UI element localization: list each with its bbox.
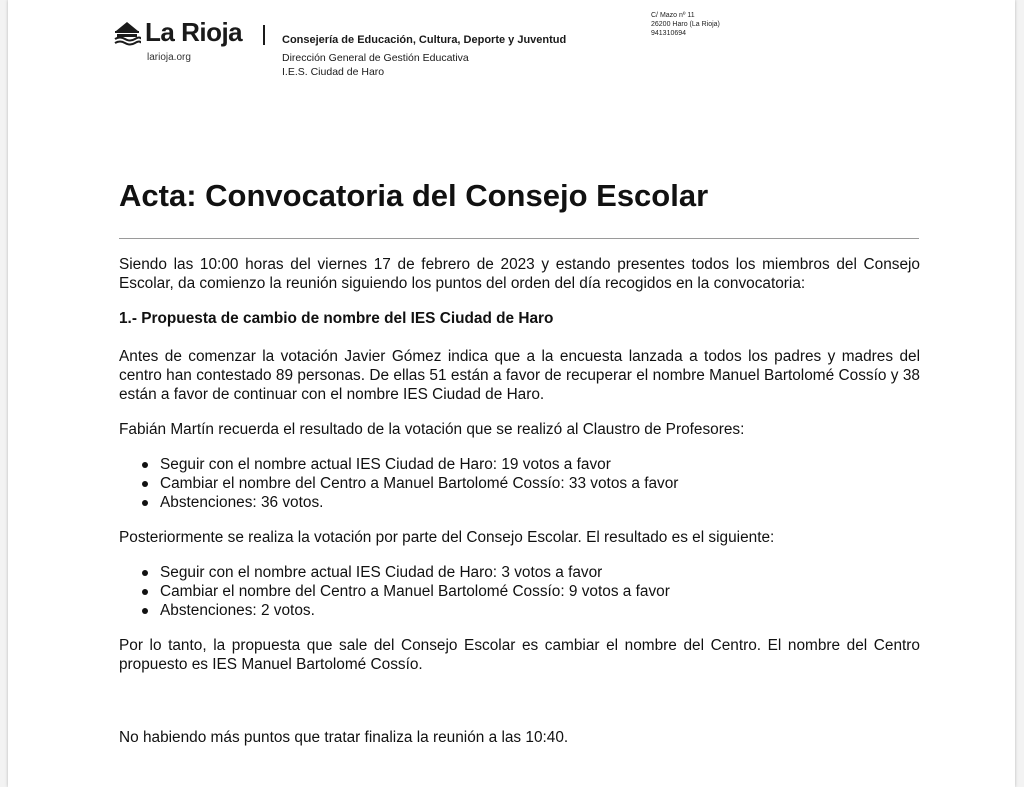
list-item [160, 601, 920, 620]
title-rule [119, 238, 919, 239]
list-item [160, 582, 920, 601]
bullet-icon [142, 481, 148, 487]
document-title: Acta: Convocatoria del Consejo Escolar [119, 178, 709, 213]
document-body [119, 255, 920, 747]
vote-text: Seguir con el nombre actual IES Ciudad de Haro: 3 votos a favor [160, 564, 603, 581]
closing-paragraph: No habiendo más puntos que tratar finaliza la reunión a las 10:40. [119, 729, 569, 746]
section-heading: 1.- Propuesta de cambio de nombre del IES Ciudad de Haro [119, 310, 554, 327]
bullet-icon [142, 462, 148, 468]
address-street: C/ Mazo nº 11 [651, 12, 695, 19]
school-address [651, 11, 720, 38]
vote-text: Abstenciones: 2 votos. [160, 602, 315, 619]
address-city: 26200 Haro (La Rioja) [651, 21, 720, 28]
intro-paragraph: Siendo las 10:00 horas del viernes 17 de febrero de 2023 y estando presentes todos los miembros del Consejo Escolar, da comienzo la reunión siguiendo los puntos del orden del día recogidos en la convocatoria: [119, 256, 920, 292]
logo-text: La Rioja [145, 17, 243, 47]
vote-text: Abstenciones: 36 votos. [160, 494, 324, 511]
la-rioja-emblem-icon [113, 18, 141, 48]
survey-paragraph: Antes de comenzar la votación Javier Gómez indica que a la encuesta lanzada a todos los padres y madres del centro han contestado 89 personas. De ellas 51 están a favor de recuperar el nombre Manuel Bartolomé Cossío y 38 están a favor de continuar con el nombre IES Ciudad de Haro. [119, 348, 920, 403]
bullet-icon [142, 500, 148, 506]
address-phone: 941310694 [651, 30, 687, 37]
list-item [160, 474, 920, 493]
vote-text: Cambiar el nombre del Centro a Manuel Bartolomé Cossío: 9 votos a favor [160, 583, 670, 600]
document-page [8, 0, 1015, 787]
header-divider [263, 25, 265, 45]
consejeria-name: Consejería de Educación, Cultura, Deporte y Juventud [282, 34, 567, 46]
bullet-icon [142, 608, 148, 614]
logo-url: larioja.org [147, 52, 191, 63]
direccion-general: Dirección General de Gestión Educativa [282, 52, 469, 64]
bullet-icon [142, 589, 148, 595]
claustro-intro: Fabián Martín recuerda el resultado de la votación que se realizó al Claustro de Profesores: [119, 421, 745, 438]
list-item [160, 493, 920, 512]
consejo-votes-list [119, 563, 920, 620]
vote-text: Cambiar el nombre del Centro a Manuel Bartolomé Cossío: 33 votos a favor [160, 475, 679, 492]
conclusion-paragraph: Por lo tanto, la propuesta que sale del Consejo Escolar es cambiar el nombre del Centro. El nombre del Centro propuesto es IES Manuel Bartolomé Cossío. [119, 637, 920, 673]
list-item [160, 563, 920, 582]
bullet-icon [142, 570, 148, 576]
consejo-intro: Posteriormente se realiza la votación por parte del Consejo Escolar. El resultado es el siguiente: [119, 529, 775, 546]
vote-text: Seguir con el nombre actual IES Ciudad de Haro: 19 votos a favor [160, 456, 611, 473]
school-name: I.E.S. Ciudad de Haro [282, 66, 385, 78]
claustro-votes-list [119, 455, 920, 512]
list-item [160, 455, 920, 474]
